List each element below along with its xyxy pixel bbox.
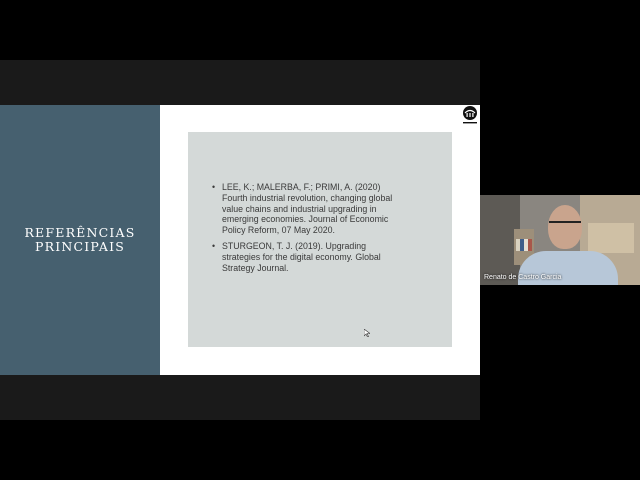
shared-screen <box>0 60 480 420</box>
reference-text: LEE, K.; MALERBA, F.; PRIMI, A. (2020) Fourth industrial revolution, changing global value chains and industrial upgrading in emerging economies. Journal of Economic Policy Reform, 07 May 2020. <box>222 182 393 236</box>
reference-item <box>200 241 396 273</box>
mouse-cursor-icon <box>364 329 370 337</box>
participant-figure <box>549 221 581 229</box>
reference-item <box>200 182 396 236</box>
section-title-line-2: PRINCIPAIS <box>35 239 125 254</box>
university-logo-icon <box>460 105 480 125</box>
video-background <box>516 239 532 251</box>
bullet-icon: • <box>212 182 216 192</box>
section-title-line-1: REFERÊNCIAS <box>24 225 136 240</box>
bullet-icon: • <box>212 240 216 251</box>
slide-title-panel <box>0 105 160 375</box>
references-list <box>200 182 396 278</box>
presentation-slide <box>0 105 480 375</box>
slide-section-title <box>5 226 155 254</box>
reference-text: STURGEON, T. J. (2019). Upgrading strategies for the digital economy. Global Strategy Journal. <box>222 240 381 273</box>
participant-video-tile[interactable] <box>480 195 640 285</box>
video-background <box>588 223 634 253</box>
participant-name: Renato de Castro Garcia <box>484 274 562 281</box>
references-box <box>188 132 452 347</box>
